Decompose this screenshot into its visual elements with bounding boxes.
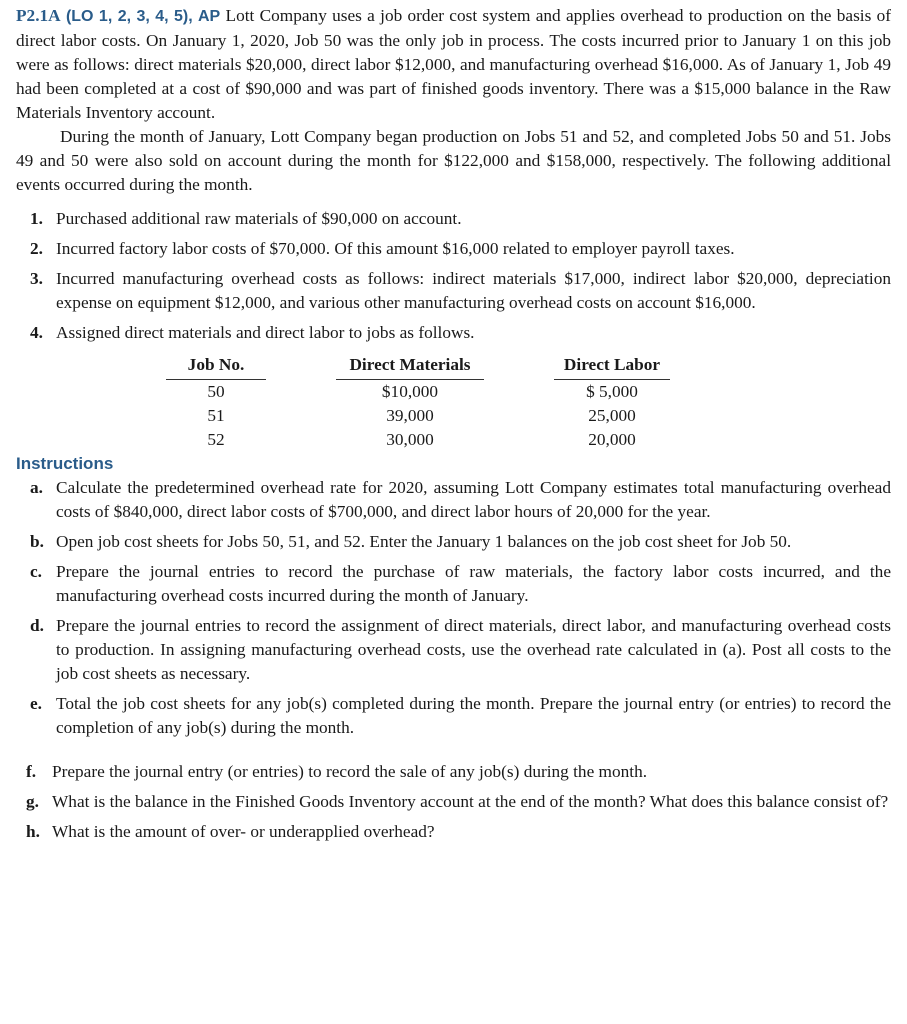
instruction-text: Open job cost sheets for Jobs 50, 51, and 52. Enter the January 1 balances on the job cost sheet for Job 50. xyxy=(56,532,792,551)
cell-direct-materials: 39,000 xyxy=(386,406,434,425)
cell-direct-labor: 20,000 xyxy=(588,430,636,449)
event-number: 4. xyxy=(30,323,43,342)
instruction-letter: c. xyxy=(30,562,42,581)
instruction-letter: a. xyxy=(30,478,43,497)
instruction-item xyxy=(30,560,891,608)
instruction-item xyxy=(30,530,891,554)
event-text: Assigned direct materials and direct labor to jobs as follows. xyxy=(56,323,475,342)
event-item xyxy=(30,237,891,261)
event-number: 2. xyxy=(30,239,43,258)
cell-job-no: 51 xyxy=(207,406,225,425)
event-text: Incurred factory labor costs of $70,000. Of this amount $16,000 related to employer payroll taxes. xyxy=(56,239,735,258)
instruction-item xyxy=(30,476,891,524)
instruction-letter: h. xyxy=(26,822,40,841)
event-item xyxy=(30,207,891,231)
event-number: 3. xyxy=(30,269,43,288)
instruction-letter: g. xyxy=(26,792,39,811)
table-row xyxy=(166,380,670,405)
event-text: Purchased additional raw materials of $90,000 on account. xyxy=(56,209,462,228)
intro-paragraph-1 xyxy=(16,4,891,125)
events-list xyxy=(16,207,891,345)
instruction-text: Total the job cost sheets for any job(s) completed during the month. Prepare the journal entry (or entries) to record the completion of any job(s) during the month. xyxy=(56,694,891,737)
ap-tag: AP xyxy=(197,8,221,25)
instruction-item xyxy=(26,790,891,814)
cell-direct-materials: 30,000 xyxy=(386,430,434,449)
intro-paragraph-2: During the month of January, Lott Company began production on Jobs 51 and 52, and completed Jobs 50 and 51. Jobs 49 and 50 were also sold on account during the month for $122,000 and $158,000, respectively. The following additional events occurred during the month. xyxy=(16,127,891,194)
cell-direct-materials: $10,000 xyxy=(381,382,439,401)
instruction-letter: d. xyxy=(30,616,44,635)
job-assignment-table xyxy=(166,353,670,452)
instruction-letter: e. xyxy=(30,694,42,713)
instruction-text: Calculate the predetermined overhead rate for 2020, assuming Lott Company estimates total manufacturing overhead costs of $840,000, direct labor costs of $700,000, and direct labor hours of 20,000 for the year. xyxy=(56,478,891,521)
event-text: Incurred manufacturing overhead costs as follows: indirect materials $17,000, indirect labor $20,000, depreciation expense on equipment $12,000, and various other manufacturing overhead costs on account $16,000. xyxy=(56,269,891,312)
table-row xyxy=(166,428,670,452)
cell-job-no: 50 xyxy=(207,382,225,401)
header-direct-materials: Direct Materials xyxy=(336,353,484,380)
header-job-no: Job No. xyxy=(166,353,266,380)
instruction-text: Prepare the journal entries to record the assignment of direct materials, direct labor, and manufacturing overhead costs to production. In assigning manufacturing overhead costs, use the overhead rate calculated in (a). Post all costs to the job cost sheets as necessary. xyxy=(56,616,891,683)
cell-direct-labor: $ 5,000 xyxy=(586,382,638,401)
event-item xyxy=(30,267,891,315)
header-direct-labor: Direct Labor xyxy=(554,353,670,380)
instruction-item xyxy=(26,820,891,844)
instruction-letter: b. xyxy=(30,532,44,551)
problem-id: P2.1A xyxy=(16,6,61,25)
instruction-text: What is the amount of over- or underapplied overhead? xyxy=(52,822,435,841)
instruction-text: Prepare the journal entries to record the purchase of raw materials, the factory labor costs incurred, and the manufacturing overhead costs incurred during the month of January. xyxy=(56,562,891,605)
intro-text-1: Lott Company uses a job order cost system and applies overhead to production on the basis of direct labor costs. On January 1, 2020, Job 50 was the only job in process. The costs incurred prior to January 1 on this job were as follows: direct materials $20,000, direct labor $12,000, and manufacturing overhead $16,000. As of January 1, Job 49 had been completed at a cost of $90,000 and was part of finished goods inventory. There was a $15,000 balance in the Raw Materials Inventory account. xyxy=(16,6,892,122)
cell-direct-labor: 25,000 xyxy=(588,406,636,425)
instruction-item xyxy=(30,614,891,686)
instruction-letter: f. xyxy=(26,762,37,781)
learning-objectives: (LO 1, 2, 3, 4, 5), xyxy=(65,8,193,25)
table-header-row xyxy=(166,353,670,380)
instruction-item xyxy=(26,760,891,784)
instructions-list xyxy=(16,476,891,844)
instructions-heading: Instructions xyxy=(16,454,114,473)
instruction-text: Prepare the journal entry (or entries) to record the sale of any job(s) during the month. xyxy=(52,762,648,781)
event-item xyxy=(30,321,891,345)
instruction-text: What is the balance in the Finished Goods Inventory account at the end of the month? What does this balance consist of? xyxy=(52,792,889,811)
instruction-item xyxy=(30,692,891,740)
table-row xyxy=(166,404,670,428)
event-number: 1. xyxy=(30,209,43,228)
cell-job-no: 52 xyxy=(207,430,225,449)
